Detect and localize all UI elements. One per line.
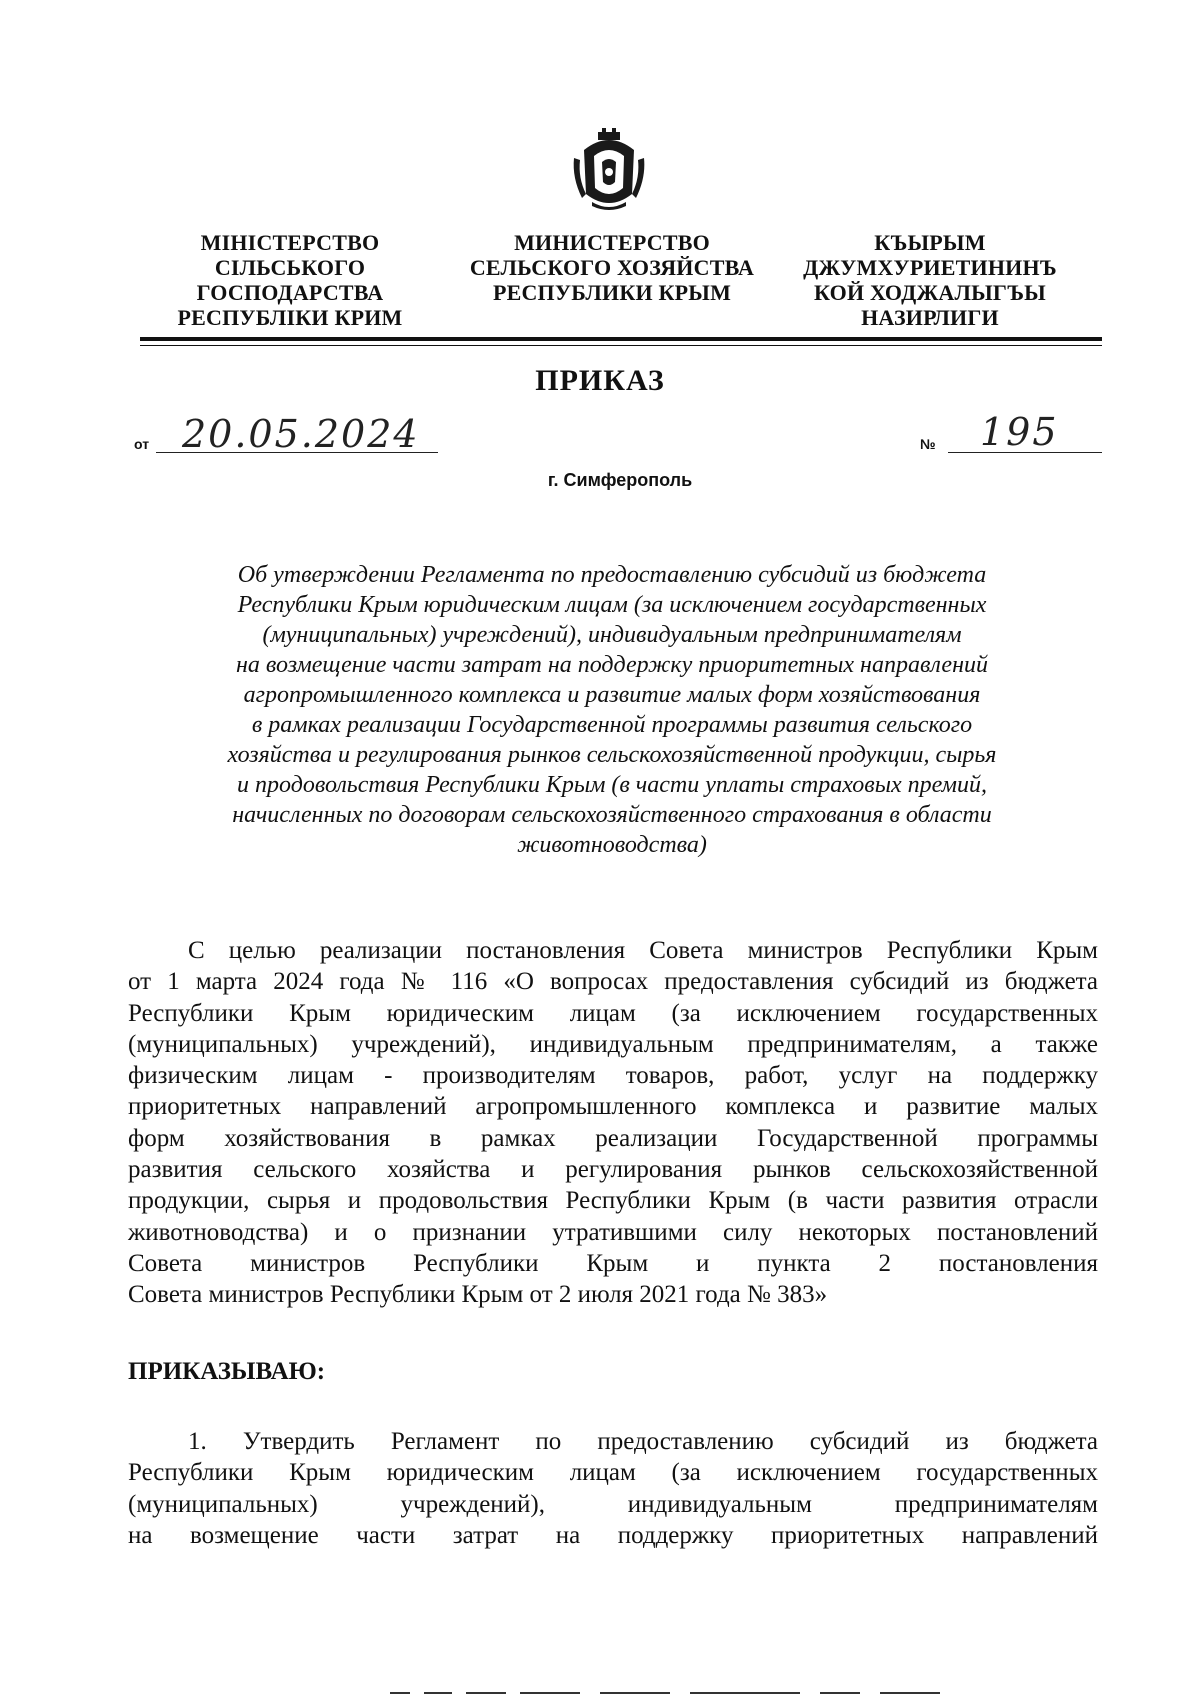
scan-artifact — [600, 1692, 670, 1694]
header-ukrainian-line: РЕСПУБЛІКИ КРИМ — [177, 305, 403, 330]
header-ukrainian-line: ГОСПОДАРСТВА — [196, 280, 384, 305]
preamble-line: форм хозяйствования в рамках реализации Государственной программы — [128, 1124, 1098, 1152]
preamble-line: физическим лицам - производителям товаров, работ, услуг на поддержку — [128, 1062, 1098, 1090]
subject-line: животноводства) — [517, 832, 707, 858]
scan-artifact — [880, 1692, 940, 1694]
subject-line: Об утверждении Регламента по предоставлению субсидий из бюджета — [237, 562, 987, 588]
preamble-line: продукции, сырья и продовольствия Республики Крым (в части развития отрасли — [128, 1187, 1098, 1215]
document-title: ПРИКАЗ — [535, 364, 665, 397]
header-crimean-tatar-line: КОЙ ХОДЖАЛЫГЪЫ — [814, 280, 1046, 305]
subject-line: агропромышленного комплекса и развитие малых форм хозяйствования — [243, 682, 981, 708]
subject-line: начисленных по договорам сельскохозяйственного страхования в области — [232, 802, 992, 828]
header-crimean-tatar — [790, 230, 1070, 330]
preamble-line: Совета министров Республики Крым от 2 июля 2021 года № 383» — [128, 1281, 828, 1309]
header-crimean-tatar-line: НАЗИРЛИГИ — [861, 305, 999, 330]
header-ukrainian-line: СІЛЬСЬКОГО — [214, 255, 366, 280]
scan-artifact — [424, 1692, 452, 1694]
item1-line: Республики Крым юридическим лицам (за исключением государственных — [128, 1459, 1098, 1487]
subject-line: в рамках реализации Государственной программы развития сельского — [251, 712, 973, 738]
header-russian-line: МИНИСТЕРСТВО — [514, 230, 710, 255]
preamble-line: Республики Крым юридическим лицам (за исключением государственных — [128, 999, 1098, 1027]
scan-artifact — [820, 1692, 860, 1694]
subject-line: хозяйства и регулирования рынков сельскохозяйственной продукции, сырья — [227, 742, 997, 768]
preamble-line: С целью реализации постановления Совета министров Республики Крым — [188, 937, 1098, 964]
handwritten-number: 195 — [980, 410, 1059, 454]
date-prefix: от — [134, 436, 150, 452]
subject-line: и продовольствия Республики Крым (в части уплаты страховых премий, — [237, 772, 987, 798]
preamble-line: развития сельского хозяйства и регулирования рынков сельскохозяйственной — [128, 1156, 1098, 1184]
orders-heading: ПРИКАЗЫВАЮ: — [128, 1358, 326, 1385]
preamble-line: Совета министров Республики Крым и пункта 2 постановления — [128, 1249, 1098, 1277]
header-divider-thick — [140, 337, 1102, 341]
number-prefix: № — [920, 436, 936, 452]
order-subject — [148, 560, 1076, 860]
header-ukrainian-line: МІНІСТЕРСТВО — [200, 230, 380, 255]
preamble-paragraph — [128, 935, 1098, 1311]
order-item-1 — [128, 1426, 1098, 1551]
preamble-line: (муниципальных) учреждений), индивидуальным предпринимателям, а также — [128, 1030, 1098, 1058]
item1-line: (муниципальных) учреждений), индивидуальным предпринимателям — [128, 1490, 1098, 1518]
city-label: г. Симферополь — [547, 470, 693, 490]
item1-line: на возмещение части затрат на поддержку приоритетных направлений — [128, 1521, 1098, 1549]
header-divider-thin — [140, 345, 1102, 346]
header-russian-line: СЕЛЬСКОГО ХОЗЯЙСТВА — [469, 255, 755, 280]
scan-artifact — [390, 1692, 410, 1694]
handwritten-date: 20.05.2024 — [182, 412, 420, 456]
scan-artifact — [690, 1692, 800, 1694]
scan-artifact — [520, 1692, 580, 1694]
header-crimean-tatar-line: ДЖУМХУРИЕТИНИНЪ — [803, 255, 1057, 280]
header-russian-line: РЕСПУБЛИКИ КРЫМ — [492, 280, 732, 305]
header-crimean-tatar-line: КЪЫРЫМ — [874, 230, 986, 255]
header-russian — [452, 230, 772, 305]
subject-line: на возмещение части затрат на поддержку приоритетных направлений — [236, 652, 988, 678]
preamble-line: приоритетных направлений агропромышленного комплекса и развитие малых — [128, 1093, 1098, 1121]
item1-line: 1. Утвердить Регламент по предоставлению субсидий из бюджета — [188, 1428, 1098, 1455]
preamble-line: животноводства) и о признании утратившими силу некоторых постановлений — [128, 1218, 1098, 1246]
subject-line: Республики Крым юридическим лицам (за исключением государственных — [237, 592, 987, 618]
subject-line: (муниципальных) учреждений), индивидуальным предпринимателям — [262, 622, 962, 648]
header-ukrainian — [160, 230, 420, 330]
preamble-line: от 1 марта 2024 года № 116 «О вопросах предоставления субсидий из бюджета — [128, 968, 1098, 996]
crimea-coat-of-arms-icon — [572, 128, 646, 212]
scan-artifact — [466, 1692, 506, 1694]
